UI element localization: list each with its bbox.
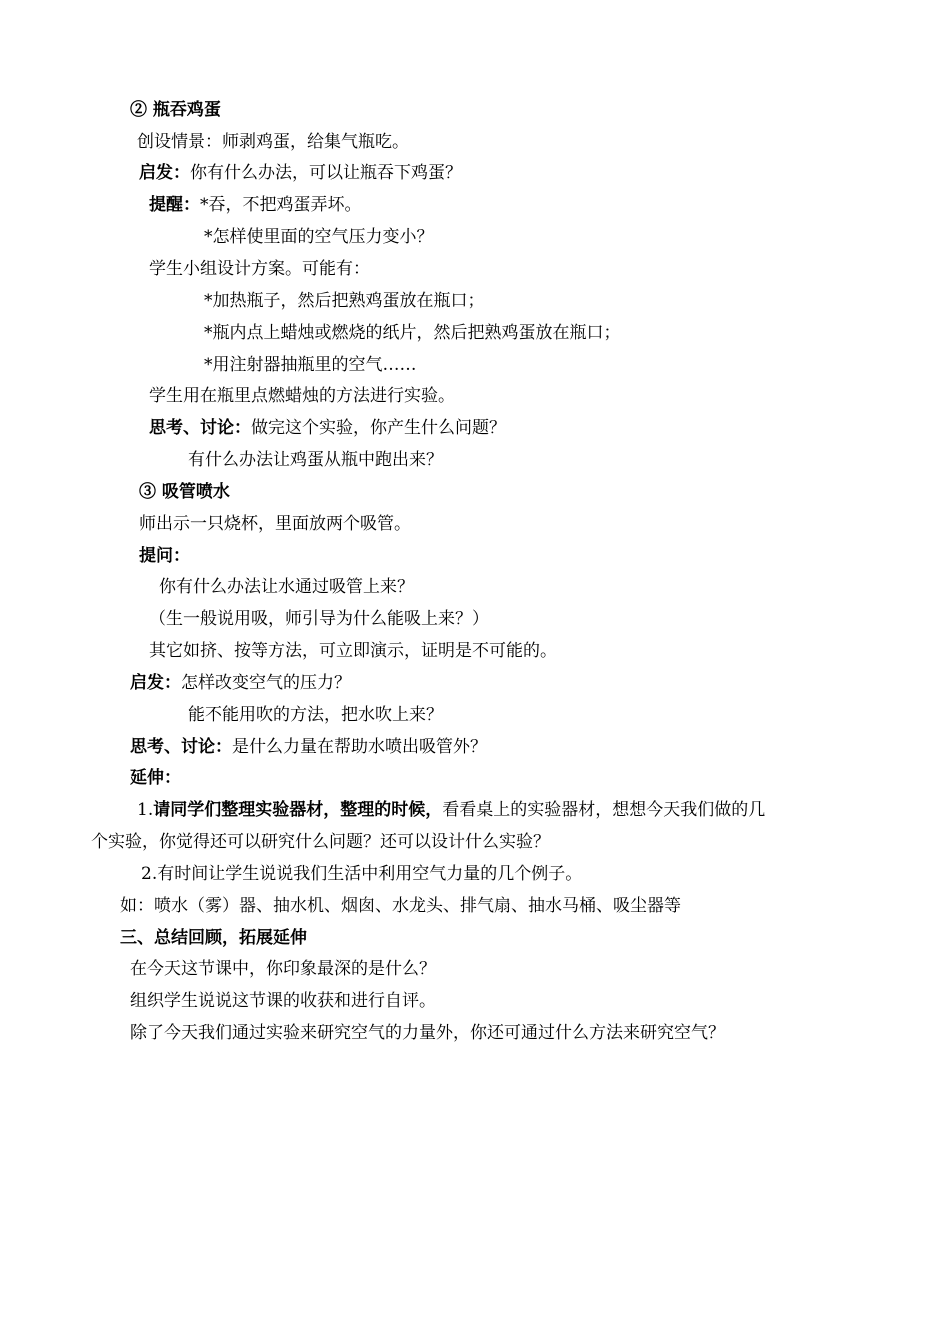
- text: 你有什么办法，可以让瓶吞下鸡蛋？: [190, 163, 462, 183]
- paragraph: 在今天这节课中，你印象最深的是什么？: [130, 959, 436, 979]
- label: 思考、讨论：: [149, 418, 251, 438]
- list-item: [137, 798, 765, 822]
- paragraph: 学生用在瓶里点燃蜡烛的方法进行实验。: [149, 386, 455, 406]
- paragraph: （生一般说用吸，师引导为什么能吸上来？）: [149, 609, 489, 629]
- label: 启发：: [139, 163, 190, 183]
- paragraph: [149, 416, 506, 440]
- paragraph: 如：喷水（雾）器、抽水机、烟囱、水龙头、排气扇、抽水马桶、吸尘器等: [120, 896, 681, 916]
- paragraph: 个实验，你觉得还可以研究什么问题？还可以设计什么实验？: [91, 832, 550, 852]
- label: 提醒：: [149, 195, 200, 215]
- list-item: 2.有时间让学生说说我们生活中利用空气力量的几个例子。: [141, 864, 583, 884]
- section-heading: 三、总结回顾，拓展延伸: [120, 928, 307, 948]
- list-item: *加热瓶子，然后把熟鸡蛋放在瓶口；: [204, 291, 485, 311]
- paragraph: [130, 671, 351, 695]
- item-number: 1.: [137, 800, 154, 820]
- paragraph: 师出示一只烧杯，里面放两个吸管。: [139, 514, 411, 534]
- section-heading: ② 瓶吞鸡蛋: [130, 100, 221, 120]
- paragraph: 创设情景：师剥鸡蛋，给集气瓶吃。: [137, 132, 409, 152]
- text: 做完这个实验，你产生什么问题？: [251, 418, 506, 438]
- paragraph: [139, 161, 462, 185]
- label: 提问：: [139, 546, 190, 566]
- paragraph: 学生小组设计方案。可能有：: [149, 259, 370, 279]
- paragraph: 能不能用吹的方法，把水吹上来？: [188, 705, 443, 725]
- paragraph: 你有什么办法让水通过吸管上来？: [159, 577, 414, 597]
- section-heading: ③ 吸管喷水: [139, 482, 230, 502]
- paragraph: [130, 735, 487, 759]
- text: 是什么力量在帮助水喷出吸管外？: [232, 737, 487, 757]
- item-bold-text: 请同学们整理实验器材，整理的时候，: [153, 800, 443, 820]
- item-text: 看看桌上的实验器材，想想今天我们做的几: [442, 800, 766, 820]
- paragraph: *怎样使里面的空气压力变小？: [204, 227, 434, 247]
- label: 启发：: [130, 673, 181, 693]
- text: *吞，不把鸡蛋弄坏。: [200, 195, 362, 215]
- label: 思考、讨论：: [130, 737, 232, 757]
- list-item: *用注射器抽瓶里的空气……: [204, 355, 417, 375]
- paragraph: 有什么办法让鸡蛋从瓶中跑出来？: [188, 450, 443, 470]
- list-item: *瓶内点上蜡烛或燃烧的纸片，然后把熟鸡蛋放在瓶口；: [204, 323, 621, 343]
- paragraph: 组织学生说说这节课的收获和进行自评。: [130, 991, 436, 1011]
- text: 怎样改变空气的压力？: [181, 673, 351, 693]
- paragraph: 其它如挤、按等方法，可立即演示，证明是不可能的。: [149, 641, 557, 661]
- paragraph: [149, 193, 362, 217]
- paragraph: 除了今天我们通过实验来研究空气的力量外，你还可通过什么方法来研究空气？: [130, 1023, 725, 1043]
- label: 延伸：: [130, 768, 181, 788]
